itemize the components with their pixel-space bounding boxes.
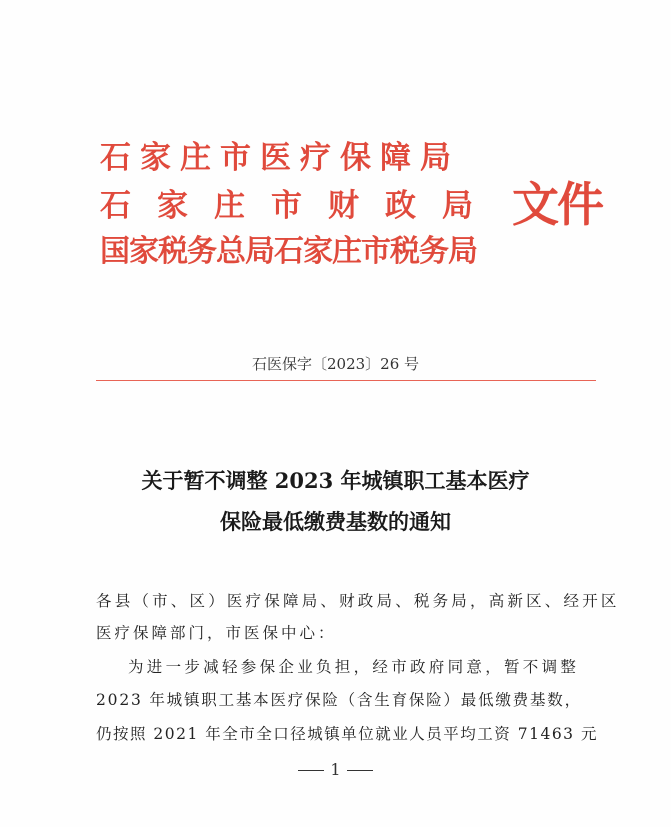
notice-title-line-2: 保险最低缴费基数的通知	[220, 509, 451, 534]
document-number: 石医保字〔2023〕26 号	[251, 355, 420, 373]
issuer-medical-security-bureau: 石家庄市医疗保障局	[100, 140, 460, 176]
body-line: 2023 年城镇职工基本医疗保险（含生育保险）最低缴费基数，	[96, 691, 582, 709]
body-line: 医疗保障部门，市医保中心：	[96, 624, 337, 642]
page-dash-left	[298, 770, 324, 771]
document-word: 文件	[512, 178, 602, 233]
notice-title-line-1: 关于暂不调整 2023 年城镇职工基本医疗	[141, 468, 530, 493]
page-number-value: 1	[330, 760, 341, 779]
page-number	[0, 760, 671, 780]
red-divider-line	[96, 380, 596, 381]
body-line: 各县（市、区）医疗保障局、财政局、税务局，高新区、经开区	[96, 592, 620, 610]
page-dash-right	[347, 770, 373, 771]
body-line: 仍按照 2021 年全市全口径城镇单位就业人员平均工资 71463 元	[96, 725, 598, 743]
issuer-finance-bureau: 石家庄市财政局	[100, 188, 499, 224]
body-line: 为进一步减轻参保企业负担，经市政府同意，暂不调整	[128, 658, 580, 676]
issuer-tax-bureau: 国家税务总局石家庄市税务局	[100, 234, 477, 269]
